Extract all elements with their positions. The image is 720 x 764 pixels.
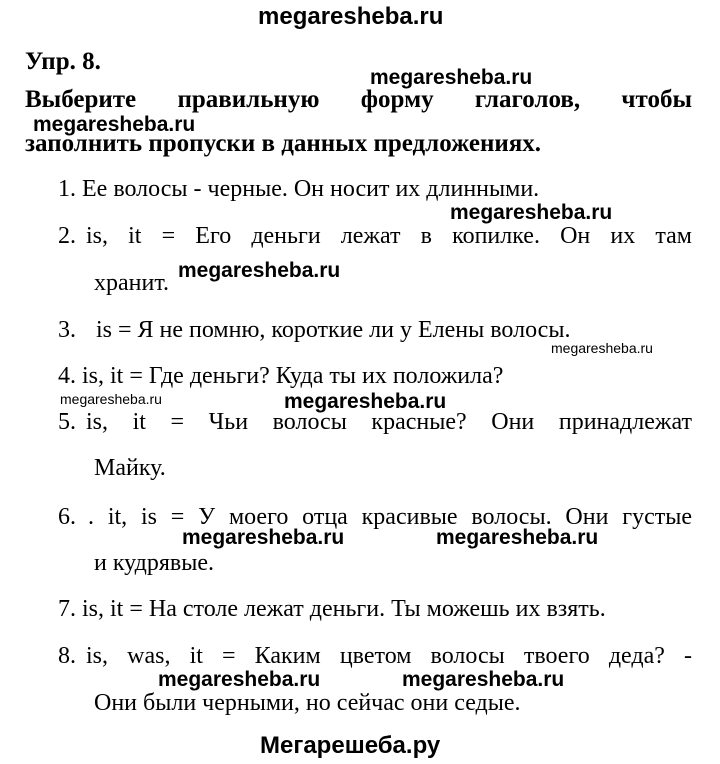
item-text: Ее волосы - черные. Он носит их длинными.	[82, 176, 540, 202]
item-number: 1.	[58, 176, 76, 202]
item-number: 6.	[58, 504, 76, 530]
list-item-2	[58, 223, 692, 250]
watermark: megaresheba.ru	[182, 526, 345, 549]
instruction-line-2: заполнить пропуски в данных предложениях.	[25, 130, 542, 157]
exercise-title: Упр. 8.	[25, 48, 101, 75]
watermark: megaresheba.ru	[60, 391, 162, 407]
list-item-6-continuation: и кудрявые.	[94, 550, 215, 576]
watermark: megaresheba.ru	[551, 340, 653, 356]
instruction-line-1: Выберите правильную форму глаголов, чтобы	[25, 86, 692, 113]
list-item-4	[58, 363, 503, 390]
watermark-bottom: Мегарешеба.ру	[260, 732, 441, 759]
item-number: 4.	[58, 363, 76, 389]
item-text: is, was, it = Каким цветом волосы твоего деда? -	[86, 643, 692, 669]
list-item-7	[58, 596, 606, 623]
item-text: . it, is = У моего отца красивые волосы. Они густые	[88, 504, 692, 530]
item-number: 2.	[58, 223, 76, 249]
item-text: is, it = Где деньги? Куда ты их положила?	[82, 363, 504, 389]
item-number: 7.	[58, 596, 76, 622]
list-item-2-continuation: хранит.	[94, 270, 170, 296]
watermark: megaresheba.ru	[436, 526, 599, 549]
item-text: is, it = Его деньги лежат в копилке. Он их там	[86, 223, 692, 249]
watermark: megaresheba.ru	[178, 259, 341, 282]
item-text: is, it = Чьи волосы красные? Они принадлежат	[86, 409, 692, 435]
list-item-1	[58, 176, 539, 203]
watermark: megaresheba.ru	[158, 668, 321, 691]
item-text: is, it = На столе лежат деньги. Ты можешь их взять.	[82, 596, 606, 622]
watermark: megaresheba.ru	[284, 390, 447, 413]
watermark: megaresheba.ru	[402, 668, 565, 691]
list-item-3	[58, 317, 570, 344]
item-number: 8.	[58, 643, 76, 669]
item-number: 3.	[58, 317, 76, 343]
list-item-8-continuation: Они были черными, но сейчас они седые.	[94, 690, 521, 716]
item-number: 5.	[58, 409, 76, 435]
watermark: megaresheba.ru	[33, 113, 196, 136]
list-item-5	[58, 409, 692, 436]
watermark: megaresheba.ru	[370, 66, 533, 89]
watermark-top: megaresheba.ru	[258, 3, 444, 30]
item-text: is = Я не помню, короткие ли у Елены волосы.	[96, 317, 571, 343]
list-item-8	[58, 643, 692, 670]
list-item-5-continuation: Майку.	[94, 455, 166, 481]
watermark: megaresheba.ru	[450, 201, 613, 224]
